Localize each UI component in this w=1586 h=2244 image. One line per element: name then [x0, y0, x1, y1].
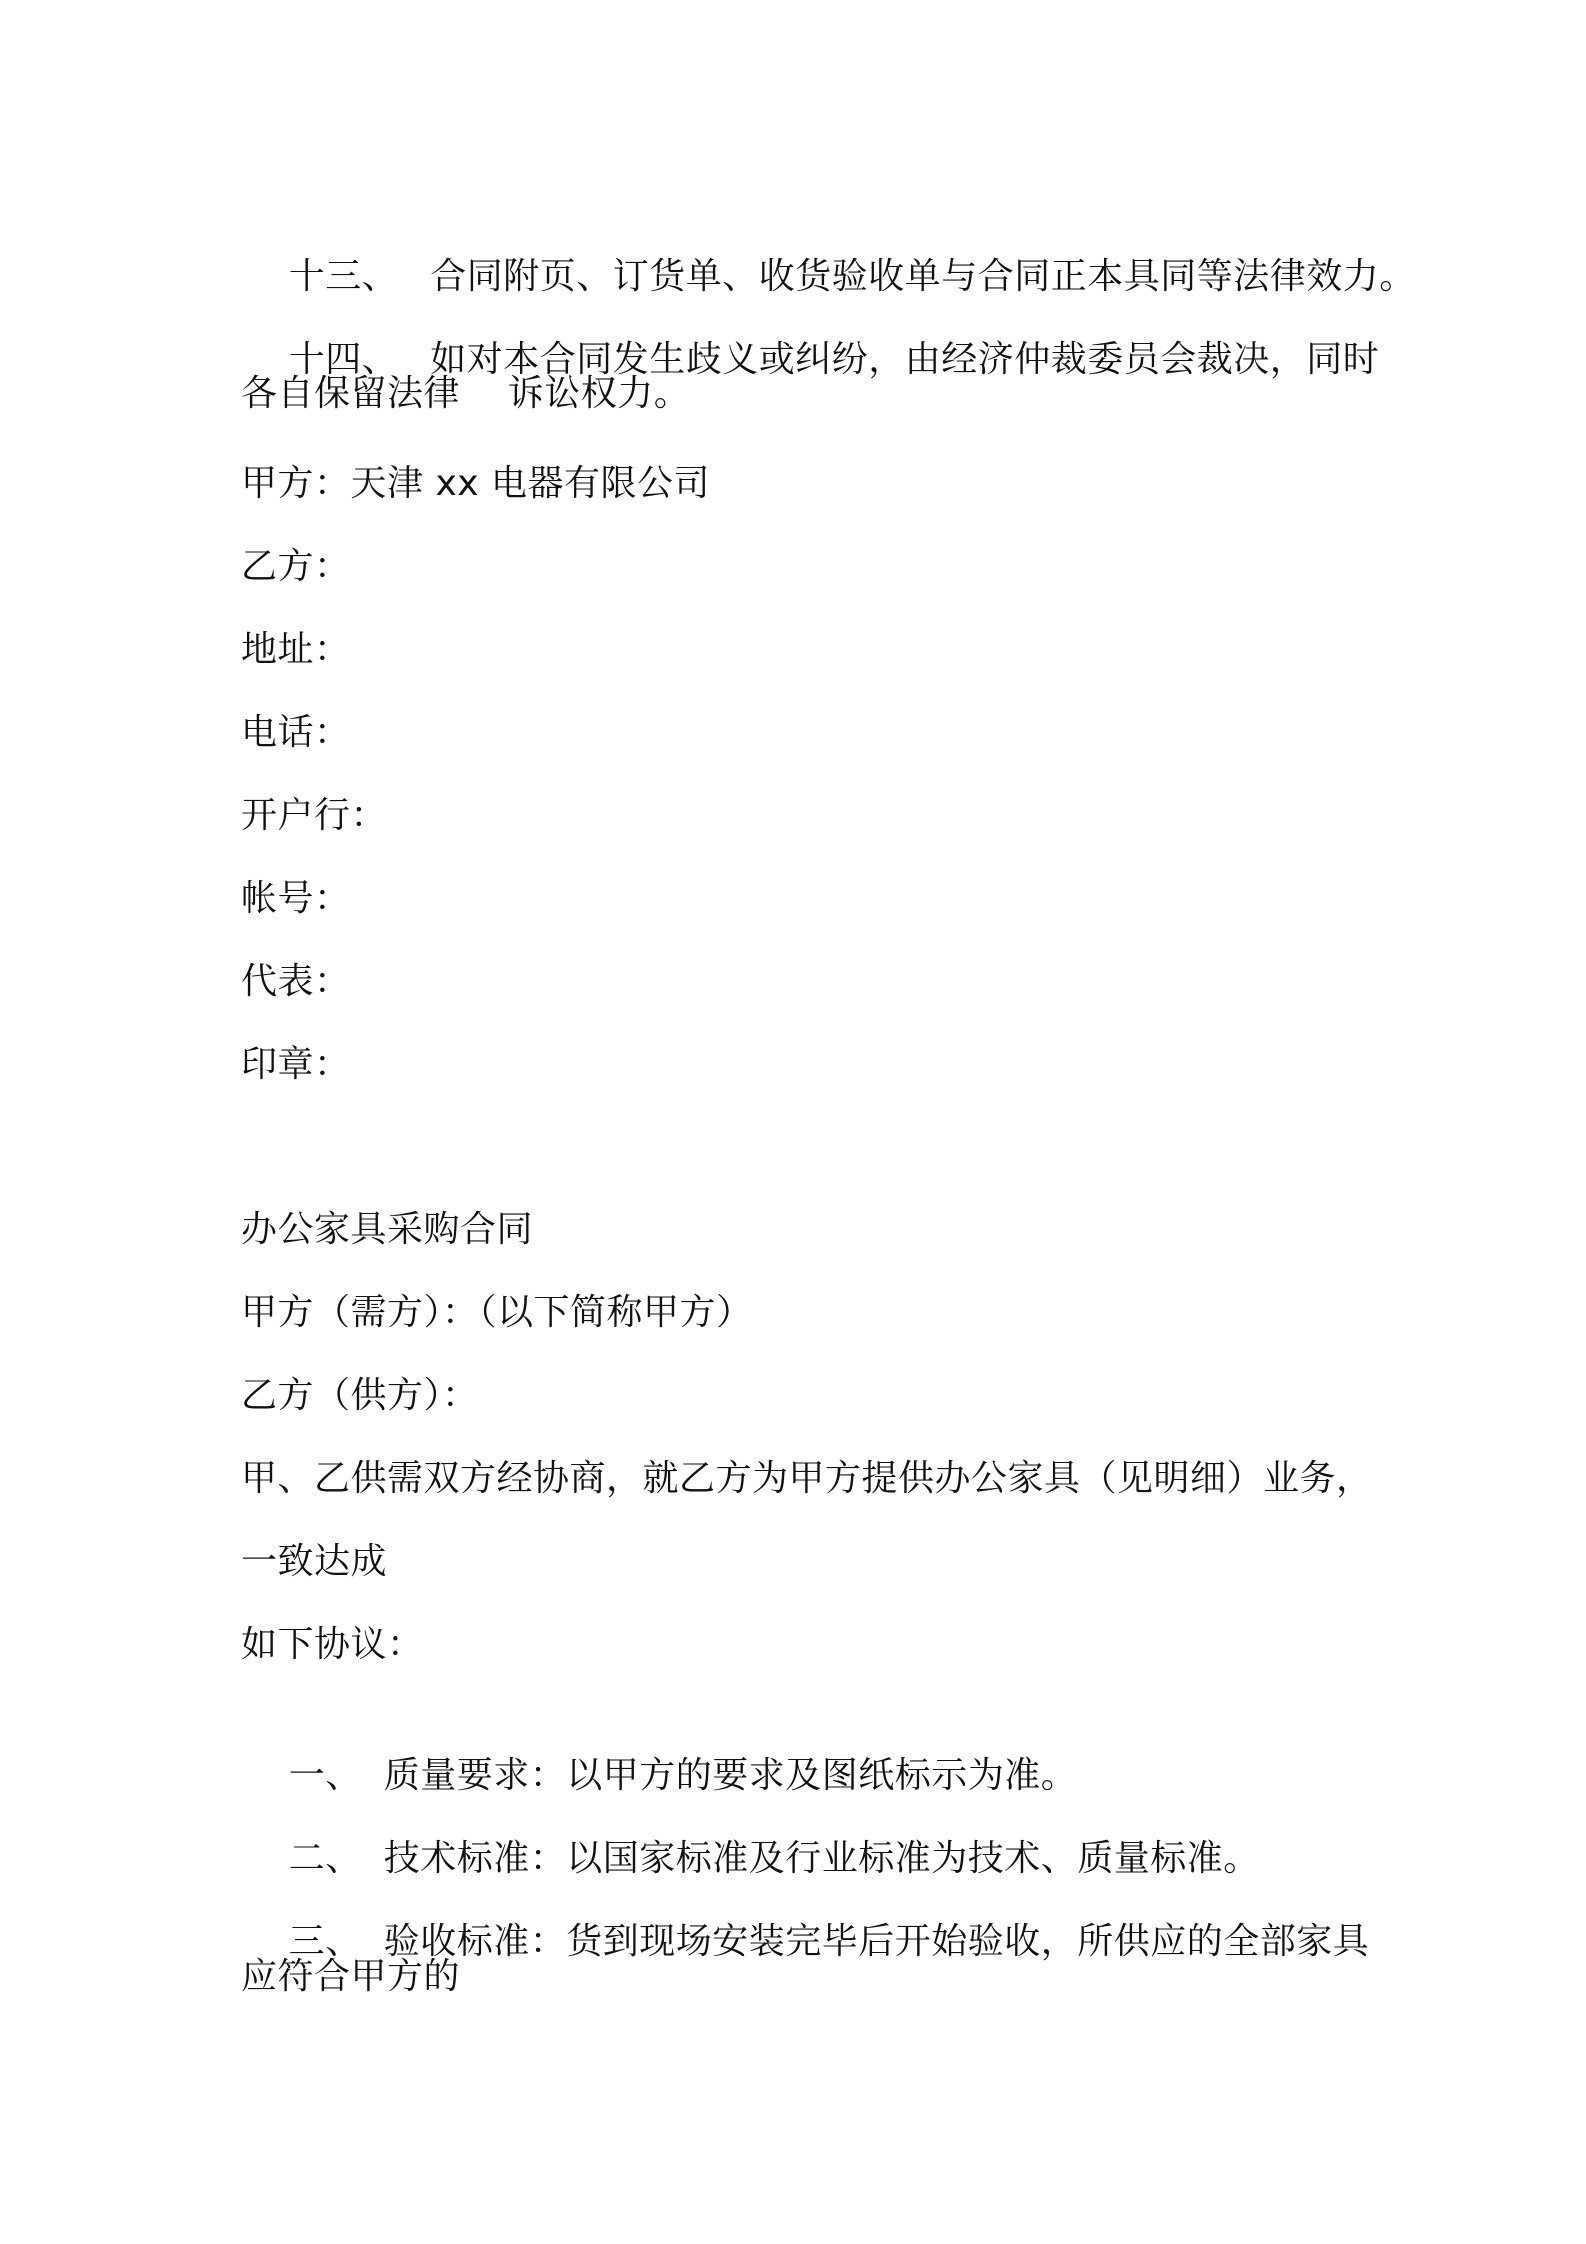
bank-line: 开户行：	[241, 795, 388, 836]
contract-intro-2: 一致达成	[241, 1541, 388, 1582]
contract-intro-3: 如下协议：	[241, 1624, 424, 1665]
clause-13	[241, 205, 1416, 297]
address-line: 地址：	[241, 629, 351, 670]
item-2-text: 技术标准：以国家标准及行业标准为技术、质量标准。	[383, 1838, 1260, 1879]
item-3	[241, 1870, 1370, 1962]
item-2	[241, 1787, 1260, 1879]
clause-13-number: 十三、	[288, 256, 399, 297]
item-1-number: 一、	[288, 1755, 362, 1796]
item-3-continuation: 应符合甲方的	[241, 1956, 461, 1997]
representative-line: 代表：	[241, 961, 351, 1002]
clause-14	[241, 288, 1380, 380]
clause-13-text: 合同附页、订货单、收货验收单与合同正本具同等法律效力。	[430, 256, 1416, 297]
contract-title: 办公家具采购合同	[241, 1209, 534, 1250]
item-3-number: 三、	[288, 1921, 362, 1962]
party-b-line: 乙方：	[241, 546, 351, 587]
account-line: 帐号：	[241, 878, 351, 919]
item-2-number: 二、	[288, 1838, 362, 1879]
party-a-line: 甲方：天津 xx 电器有限公司	[241, 463, 710, 504]
clause-14-text: 如对本合同发生歧义或纠纷，由经济仲裁委员会裁决，同时	[430, 339, 1380, 380]
contract-party-b: 乙方（供方）：	[241, 1375, 479, 1416]
seal-line: 印章：	[241, 1044, 351, 1085]
contract-intro-1: 甲、乙供需双方经协商，就乙方为甲方提供办公家具（见明细）业务，	[241, 1458, 1373, 1499]
item-1	[241, 1704, 1078, 1796]
clause-14-continuation: 各自保留法律 诉讼权力。	[241, 373, 691, 414]
phone-line: 电话：	[241, 712, 351, 753]
contract-party-a: 甲方（需方）：（以下简称甲方）	[241, 1292, 753, 1333]
item-1-text: 质量要求：以甲方的要求及图纸标示为准。	[383, 1755, 1078, 1796]
item-3-text: 验收标准：货到现场安装完毕后开始验收，所供应的全部家具	[383, 1921, 1370, 1962]
clause-14-number: 十四、	[288, 339, 399, 380]
